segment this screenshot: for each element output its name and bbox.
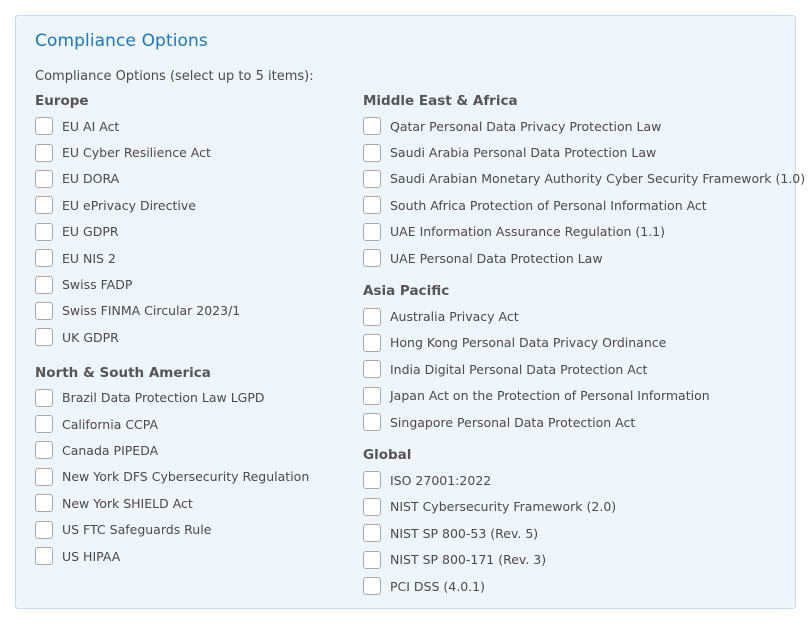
option-europe-8[interactable]	[35, 324, 309, 350]
option-label[interactable]: EU AI Act	[62, 118, 120, 134]
option-label[interactable]: Brazil Data Protection Law LGPD	[62, 390, 265, 406]
option-europe-2[interactable]	[35, 166, 309, 192]
option-europe-5[interactable]	[35, 245, 309, 271]
group-americas	[35, 365, 309, 570]
option-americas-1[interactable]	[35, 411, 309, 437]
selection-instruction: Compliance Options (select up to 5 items):	[35, 69, 314, 84]
checkbox[interactable]	[35, 521, 53, 539]
checkbox[interactable]	[35, 170, 53, 188]
option-global-1[interactable]	[363, 494, 805, 520]
option-europe-1[interactable]	[35, 139, 309, 165]
left-column	[35, 93, 309, 569]
option-label[interactable]: Swiss FADP	[62, 277, 133, 293]
checkbox[interactable]	[363, 170, 381, 188]
option-americas-5[interactable]	[35, 516, 309, 542]
option-global-4[interactable]	[363, 573, 805, 599]
option-mea-2[interactable]	[363, 166, 805, 192]
checkbox[interactable]	[35, 389, 53, 407]
checkbox[interactable]	[35, 117, 53, 135]
option-label[interactable]: EU NIS 2	[62, 250, 116, 266]
checkbox[interactable]	[363, 223, 381, 241]
checkbox[interactable]	[35, 223, 53, 241]
group-europe	[35, 93, 309, 351]
checkbox[interactable]	[35, 196, 53, 214]
option-label[interactable]: US FTC Safeguards Rule	[62, 522, 212, 538]
checkbox[interactable]	[35, 441, 53, 459]
option-europe-6[interactable]	[35, 271, 309, 297]
option-label[interactable]: Qatar Personal Data Privacy Protection Law	[390, 118, 662, 134]
checkbox[interactable]	[363, 471, 381, 489]
option-mea-4[interactable]	[363, 219, 805, 245]
group-apac	[363, 283, 805, 435]
option-label[interactable]: Saudi Arabia Personal Data Protection Law	[390, 145, 657, 161]
option-label[interactable]: Hong Kong Personal Data Privacy Ordinance	[390, 335, 667, 351]
option-label[interactable]: Australia Privacy Act	[390, 309, 519, 325]
checkbox[interactable]	[35, 494, 53, 512]
option-label[interactable]: EU ePrivacy Directive	[62, 197, 196, 213]
option-apac-2[interactable]	[363, 356, 805, 382]
option-label[interactable]: UK GDPR	[62, 329, 119, 345]
option-apac-1[interactable]	[363, 330, 805, 356]
checkbox[interactable]	[363, 551, 381, 569]
option-mea-5[interactable]	[363, 245, 805, 271]
option-label[interactable]: Saudi Arabian Monetary Authority Cyber Security Framework (1.0)	[390, 171, 806, 187]
checkbox[interactable]	[363, 413, 381, 431]
checkbox[interactable]	[35, 328, 53, 346]
checkbox[interactable]	[363, 196, 381, 214]
option-americas-3[interactable]	[35, 464, 309, 490]
checkbox[interactable]	[35, 276, 53, 294]
option-label[interactable]: UAE Information Assurance Regulation (1.1)	[390, 224, 666, 240]
group-title-mea: Middle East & Africa	[363, 93, 518, 109]
option-label[interactable]: EU DORA	[62, 171, 120, 187]
checkbox[interactable]	[35, 547, 53, 565]
option-label[interactable]: NIST Cybersecurity Framework (2.0)	[390, 499, 617, 515]
checkbox[interactable]	[363, 524, 381, 542]
option-label[interactable]: New York SHIELD Act	[62, 495, 193, 511]
option-label[interactable]: NIST SP 800-53 (Rev. 5)	[390, 525, 539, 541]
option-label[interactable]: New York DFS Cybersecurity Regulation	[62, 469, 310, 485]
checkbox[interactable]	[363, 577, 381, 595]
panel-title: Compliance Options	[35, 31, 208, 51]
option-europe-0[interactable]	[35, 113, 309, 139]
option-label[interactable]: Swiss FINMA Circular 2023/1	[62, 303, 241, 319]
checkbox[interactable]	[363, 334, 381, 352]
option-europe-3[interactable]	[35, 192, 309, 218]
checkbox[interactable]	[35, 468, 53, 486]
group-title-global: Global	[363, 447, 412, 464]
group-title-apac: Asia Pacific	[363, 283, 450, 300]
option-label[interactable]: Singapore Personal Data Protection Act	[390, 414, 636, 430]
option-label[interactable]: Japan Act on the Protection of Personal Information	[390, 388, 710, 404]
option-label[interactable]: California CCPA	[62, 416, 159, 432]
checkbox[interactable]	[363, 498, 381, 516]
option-americas-0[interactable]	[35, 385, 309, 411]
option-label[interactable]: US HIPAA	[62, 548, 121, 564]
compliance-options-panel	[15, 15, 806, 609]
option-apac-4[interactable]	[363, 409, 805, 435]
checkbox[interactable]	[363, 117, 381, 135]
option-mea-1[interactable]	[363, 139, 805, 165]
checkbox[interactable]	[35, 249, 53, 267]
option-global-0[interactable]	[363, 467, 805, 493]
group-mea	[363, 93, 805, 271]
option-label[interactable]: EU GDPR	[62, 224, 119, 240]
option-label[interactable]: UAE Personal Data Protection Law	[390, 250, 603, 266]
checkbox[interactable]	[363, 387, 381, 405]
option-mea-3[interactable]	[363, 192, 805, 218]
option-apac-3[interactable]	[363, 383, 805, 409]
right-column	[363, 93, 805, 599]
checkbox[interactable]	[363, 144, 381, 162]
option-global-3[interactable]	[363, 546, 805, 572]
option-label[interactable]: NIST SP 800-171 (Rev. 3)	[390, 552, 547, 568]
checkbox[interactable]	[363, 360, 381, 378]
option-mea-0[interactable]	[363, 113, 805, 139]
option-global-2[interactable]	[363, 520, 805, 546]
group-title-europe: Europe	[35, 93, 89, 109]
option-label[interactable]: India Digital Personal Data Protection Act	[390, 361, 648, 377]
option-label[interactable]: Canada PIPEDA	[62, 442, 159, 458]
checkbox[interactable]	[35, 144, 53, 162]
option-label[interactable]: South Africa Protection of Personal Information Act	[390, 197, 707, 213]
option-label[interactable]: PCI DSS (4.0.1)	[390, 578, 485, 594]
checkbox[interactable]	[35, 415, 53, 433]
group-global	[363, 447, 805, 599]
option-americas-4[interactable]	[35, 490, 309, 516]
checkbox[interactable]	[35, 302, 53, 320]
option-europe-7[interactable]	[35, 298, 309, 324]
checkbox[interactable]	[363, 249, 381, 267]
option-americas-2[interactable]	[35, 437, 309, 463]
option-label[interactable]: EU Cyber Resilience Act	[62, 145, 211, 161]
option-americas-6[interactable]	[35, 543, 309, 569]
checkbox[interactable]	[363, 308, 381, 326]
option-apac-0[interactable]	[363, 303, 805, 329]
option-europe-4[interactable]	[35, 219, 309, 245]
group-title-americas: North & South America	[35, 364, 211, 381]
option-label[interactable]: ISO 27001:2022	[390, 472, 492, 488]
